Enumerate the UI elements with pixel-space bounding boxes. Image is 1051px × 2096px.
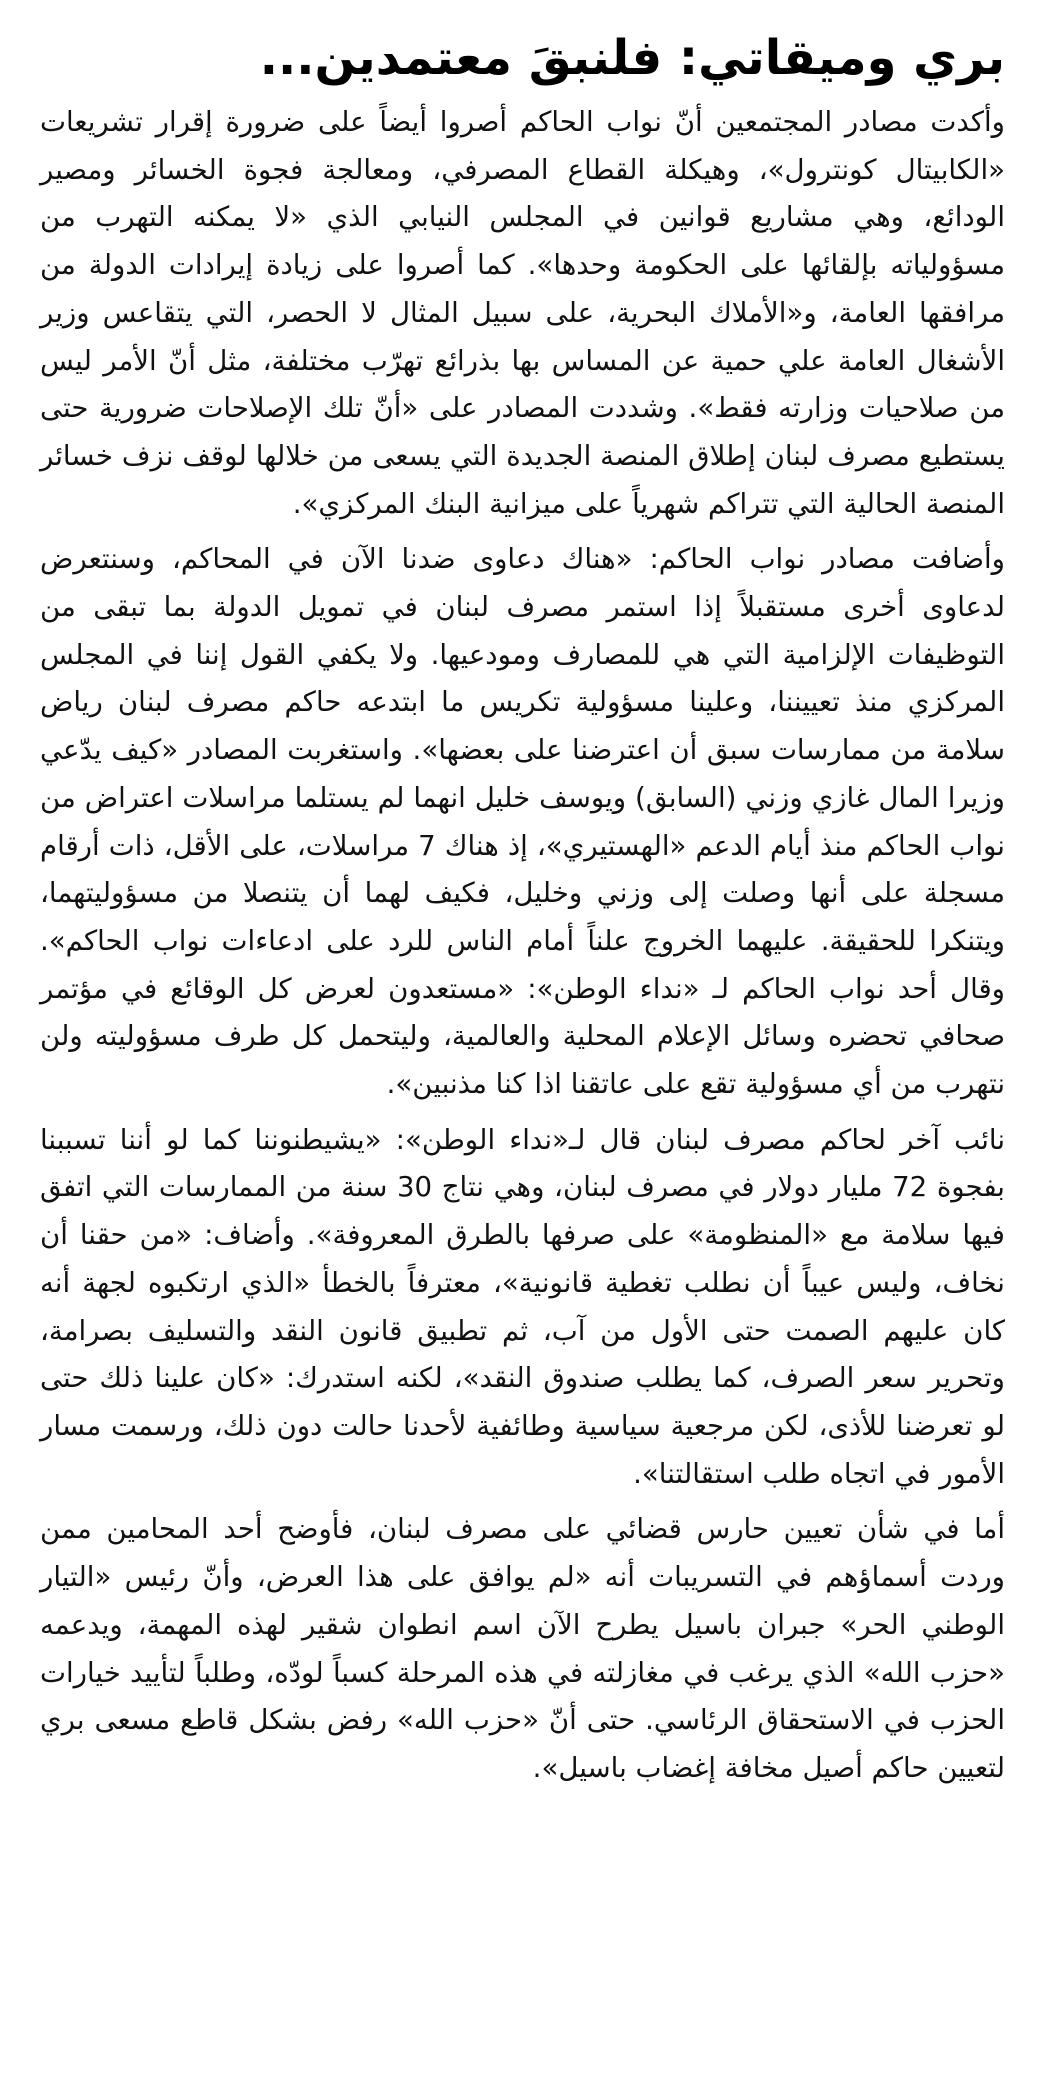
article-paragraph-4: أما في شأن تعيين حارس قضائي على مصرف لبنان، فأوضح أحد المحامين ممن وردت أسماؤهم في التسريبات أنه «لم يوافق على هذا العرض، وأنّ رئيس «التيار الوطني الحر» جبران باسيل يطرح الآن اسم انطوان شقير لهذه المهمة، ويدعمه «حزب الله» الذي يرغب في مغازلته في هذه المرحلة كسباً لودّه، وطلباً لتأييد خيارات الحزب في الاستحقاق الرئاسي. حتى أنّ «حزب الله» رفض بشكل قاطع مسعى بري لتعيين حاكم أصيل مخافة إغضاب باسيل». — [40, 1512, 1005, 1784]
article-paragraph-2: وأضافت مصادر نواب الحاكم: «هناك دعاوى ضدنا الآن في المحاكم، وسنتعرض لدعاوى أخرى مستقبلاً إذا استمر مصرف لبنان في تمويل الدولة بما تبقى من التوظيفات الإلزامية التي هي للمصارف ومودعيها. ولا يكفي القول إننا في المجلس المركزي منذ تعييننا، وعلينا مسؤولية تكريس ما ابتدعه حاكم مصرف لبنان رياض سلامة من ممارسات سبق أن اعترضنا على بعضها». واستغربت المصادر «كيف يدّعي وزيرا المال غازي وزني (السابق) ويوسف خليل انهما لم يستلما مراسلات اعتراض من نواب الحاكم منذ أيام الدعم «الهستيري»، إذ هناك 7 مراسلات، على الأقل، ذات أرقام مسجلة على أنها وصلت إلى وزني وخليل، فكيف لهما أن يتنصلا من مسؤوليتهما، ويتنكرا للحقيقة. عليهما الخروج علناً أمام الناس للرد على ادعاءات نواب الحاكم». وقال أحد نواب الحاكم لـ «نداء الوطن»: «مستعدون لعرض كل الوقائع في مؤتمر صحافي تحضره وسائل الإعلام المحلية والعالمية، وليتحمل كل طرف مسؤوليته ولن نتهرب من أي مسؤولية تقع على عاتقنا اذا كنا مذنبين». — [40, 542, 1005, 1101]
article-headline: بري وميقاتي: فلنبقَ معتمدين... — [259, 30, 1005, 86]
article-paragraph-1: وأكدت مصادر المجتمعين أنّ نواب الحاكم أصروا أيضاً على ضرورة إقرار تشريعات «الكابيتال كونترول»، وهيكلة القطاع المصرفي، ومعالجة فجوة الخسائر ومصير الودائع، وهي مشاريع قوانين في المجلس النيابي الذي «لا يمكنه التهرب من مسؤولياته بإلقائها على الحكومة وحدها». كما أصروا على زيادة إيرادات الدولة من مرافقها العامة، و«الأملاك البحرية، على سبيل المثال لا الحصر، التي يتقاعس وزير الأشغال العامة علي حمية عن المساس بها بذرائع تهرّب مختلفة، مثل أنّ الأمر ليس من صلاحيات وزارته فقط». وشددت المصادر على «أنّ تلك الإصلاحات ضرورية حتى يستطيع مصرف لبنان إطلاق المنصة الجديدة التي يسعى من خلالها لوقف نزف خسائر المنصة الحالية التي تتراكم شهرياً على ميزانية البنك المركزي». — [40, 105, 1005, 520]
article-paragraph-3: نائب آخر لحاكم مصرف لبنان قال لـ«نداء الوطن»: «يشيطنوننا كما لو أننا تسببنا بفجوة 72 مليار دولار في مصرف لبنان، وهي نتاج 30 سنة من الممارسات التي اتفق فيها سلامة مع «المنظومة» على صرفها بالطرق المعروفة». وأضاف: «من حقنا أن نخاف، وليس عيباً أن نطلب تغطية قانونية»، معترفاً بالخطأ «الذي ارتكبوه لجهة أنه كان عليهم الصمت حتى الأول من آب، ثم تطبيق قانون النقد والتسليف بصرامة، وتحرير سعر الصرف، كما يطلب صندوق النقد»، لكنه استدرك: «كان علينا ذلك حتى لو تعرضنا للأذى، لكن مرجعية سياسية وطائفية لأحدنا حالت دون ذلك، ورسمت مسار الأمور في اتجاه طلب استقالتنا». — [40, 1122, 1005, 1490]
